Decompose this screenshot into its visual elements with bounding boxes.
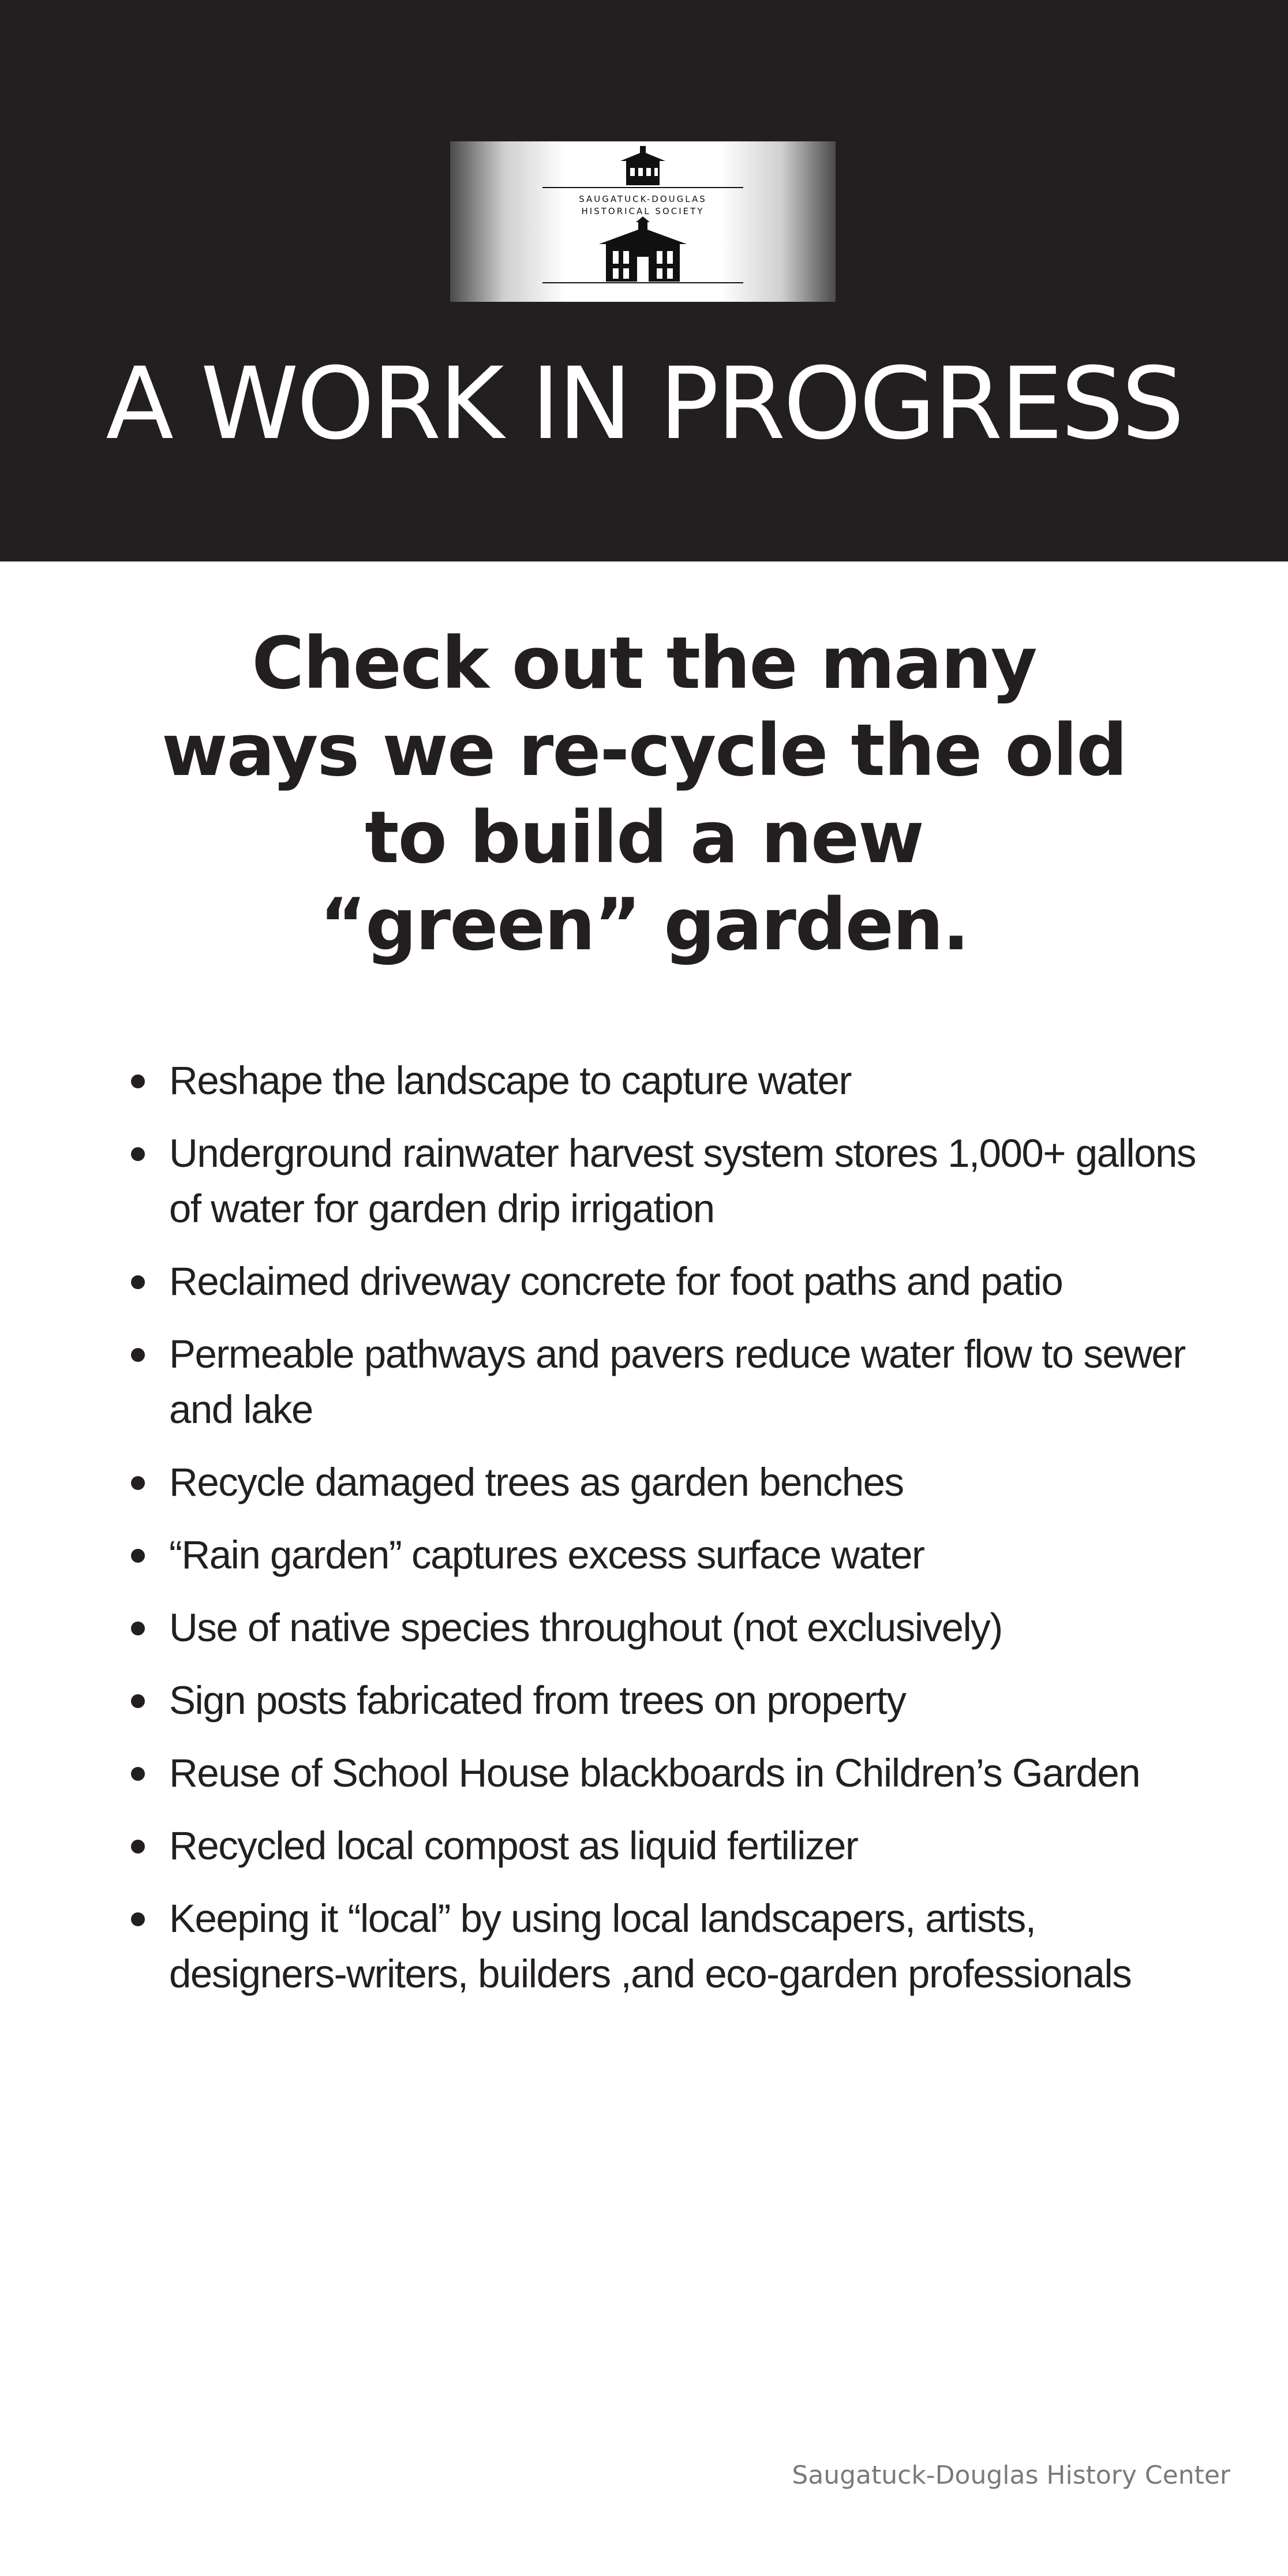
- subheading-line: Check out the many: [252, 622, 1036, 705]
- bullet-icon: [131, 1767, 145, 1781]
- list-item: [124, 1891, 1197, 2002]
- list-item-text: Reuse of School House blackboards in Children’s Garden: [169, 1751, 1140, 1795]
- logo-line-2: HISTORICAL SOCIETY: [581, 206, 705, 216]
- list-item-text: Reclaimed driveway concrete for foot paths and patio: [169, 1259, 1063, 1304]
- page-title: A WORK IN PROGRESS: [106, 346, 1182, 462]
- list-item: [124, 1053, 1197, 1109]
- bullet-icon: [131, 1476, 145, 1490]
- list-item: [124, 1673, 1197, 1728]
- subheading: [87, 620, 1201, 969]
- subheading-line: to build a new: [365, 796, 923, 879]
- list-item-text: Recycled local compost as liquid fertilizer: [169, 1824, 858, 1868]
- list-item: [124, 1455, 1197, 1510]
- list-item-text: Sign posts fabricated from trees on property: [169, 1678, 906, 1723]
- bullet-icon: [131, 1622, 145, 1635]
- bullet-icon: [131, 1074, 145, 1088]
- list-item-text: Reshape the landscape to capture water: [169, 1058, 851, 1103]
- list-item-text: Use of native species throughout (not exclusively): [169, 1605, 1002, 1650]
- bullet-icon: [131, 1840, 145, 1854]
- list-item-text: Keeping it “local” by using local landscapers, artists, designers-writers, builders ,and eco-garden professionals: [169, 1896, 1132, 1996]
- list-item: [124, 1818, 1197, 1874]
- list-item-text: “Rain garden” captures excess surface water: [169, 1533, 924, 1577]
- header-banner: [0, 0, 1288, 561]
- footer-credit: Saugatuck-Douglas History Center: [792, 2461, 1230, 2490]
- schoolhouse-icon: [450, 141, 836, 302]
- list-item-text: Permeable pathways and pavers reduce water flow to sewer and lake: [169, 1332, 1185, 1432]
- bullet-icon: [131, 1348, 145, 1362]
- society-logo: [450, 141, 836, 302]
- list-item: [124, 1126, 1197, 1237]
- bullet-icon: [131, 1275, 145, 1289]
- subheading-line: “green” garden.: [319, 883, 969, 967]
- bullet-icon: [131, 1147, 145, 1161]
- bullet-icon: [131, 1694, 145, 1708]
- list-item: [124, 1254, 1197, 1309]
- list-item: [124, 1527, 1197, 1583]
- logo-line-1: SAUGATUCK-DOUGLAS: [579, 194, 707, 204]
- subheading-line: ways we re-cycle the old: [162, 709, 1126, 792]
- list-item: [124, 1600, 1197, 1656]
- list-item: [124, 1746, 1197, 1801]
- list-item: [124, 1327, 1197, 1437]
- bullet-icon: [131, 1912, 145, 1926]
- list-item-text: Underground rainwater harvest system stores 1,000+ gallons of water for garden drip irrigation: [169, 1131, 1196, 1231]
- list-item-text: Recycle damaged trees as garden benches: [169, 1460, 904, 1504]
- bullet-icon: [131, 1549, 145, 1563]
- feature-list: [124, 1053, 1197, 2019]
